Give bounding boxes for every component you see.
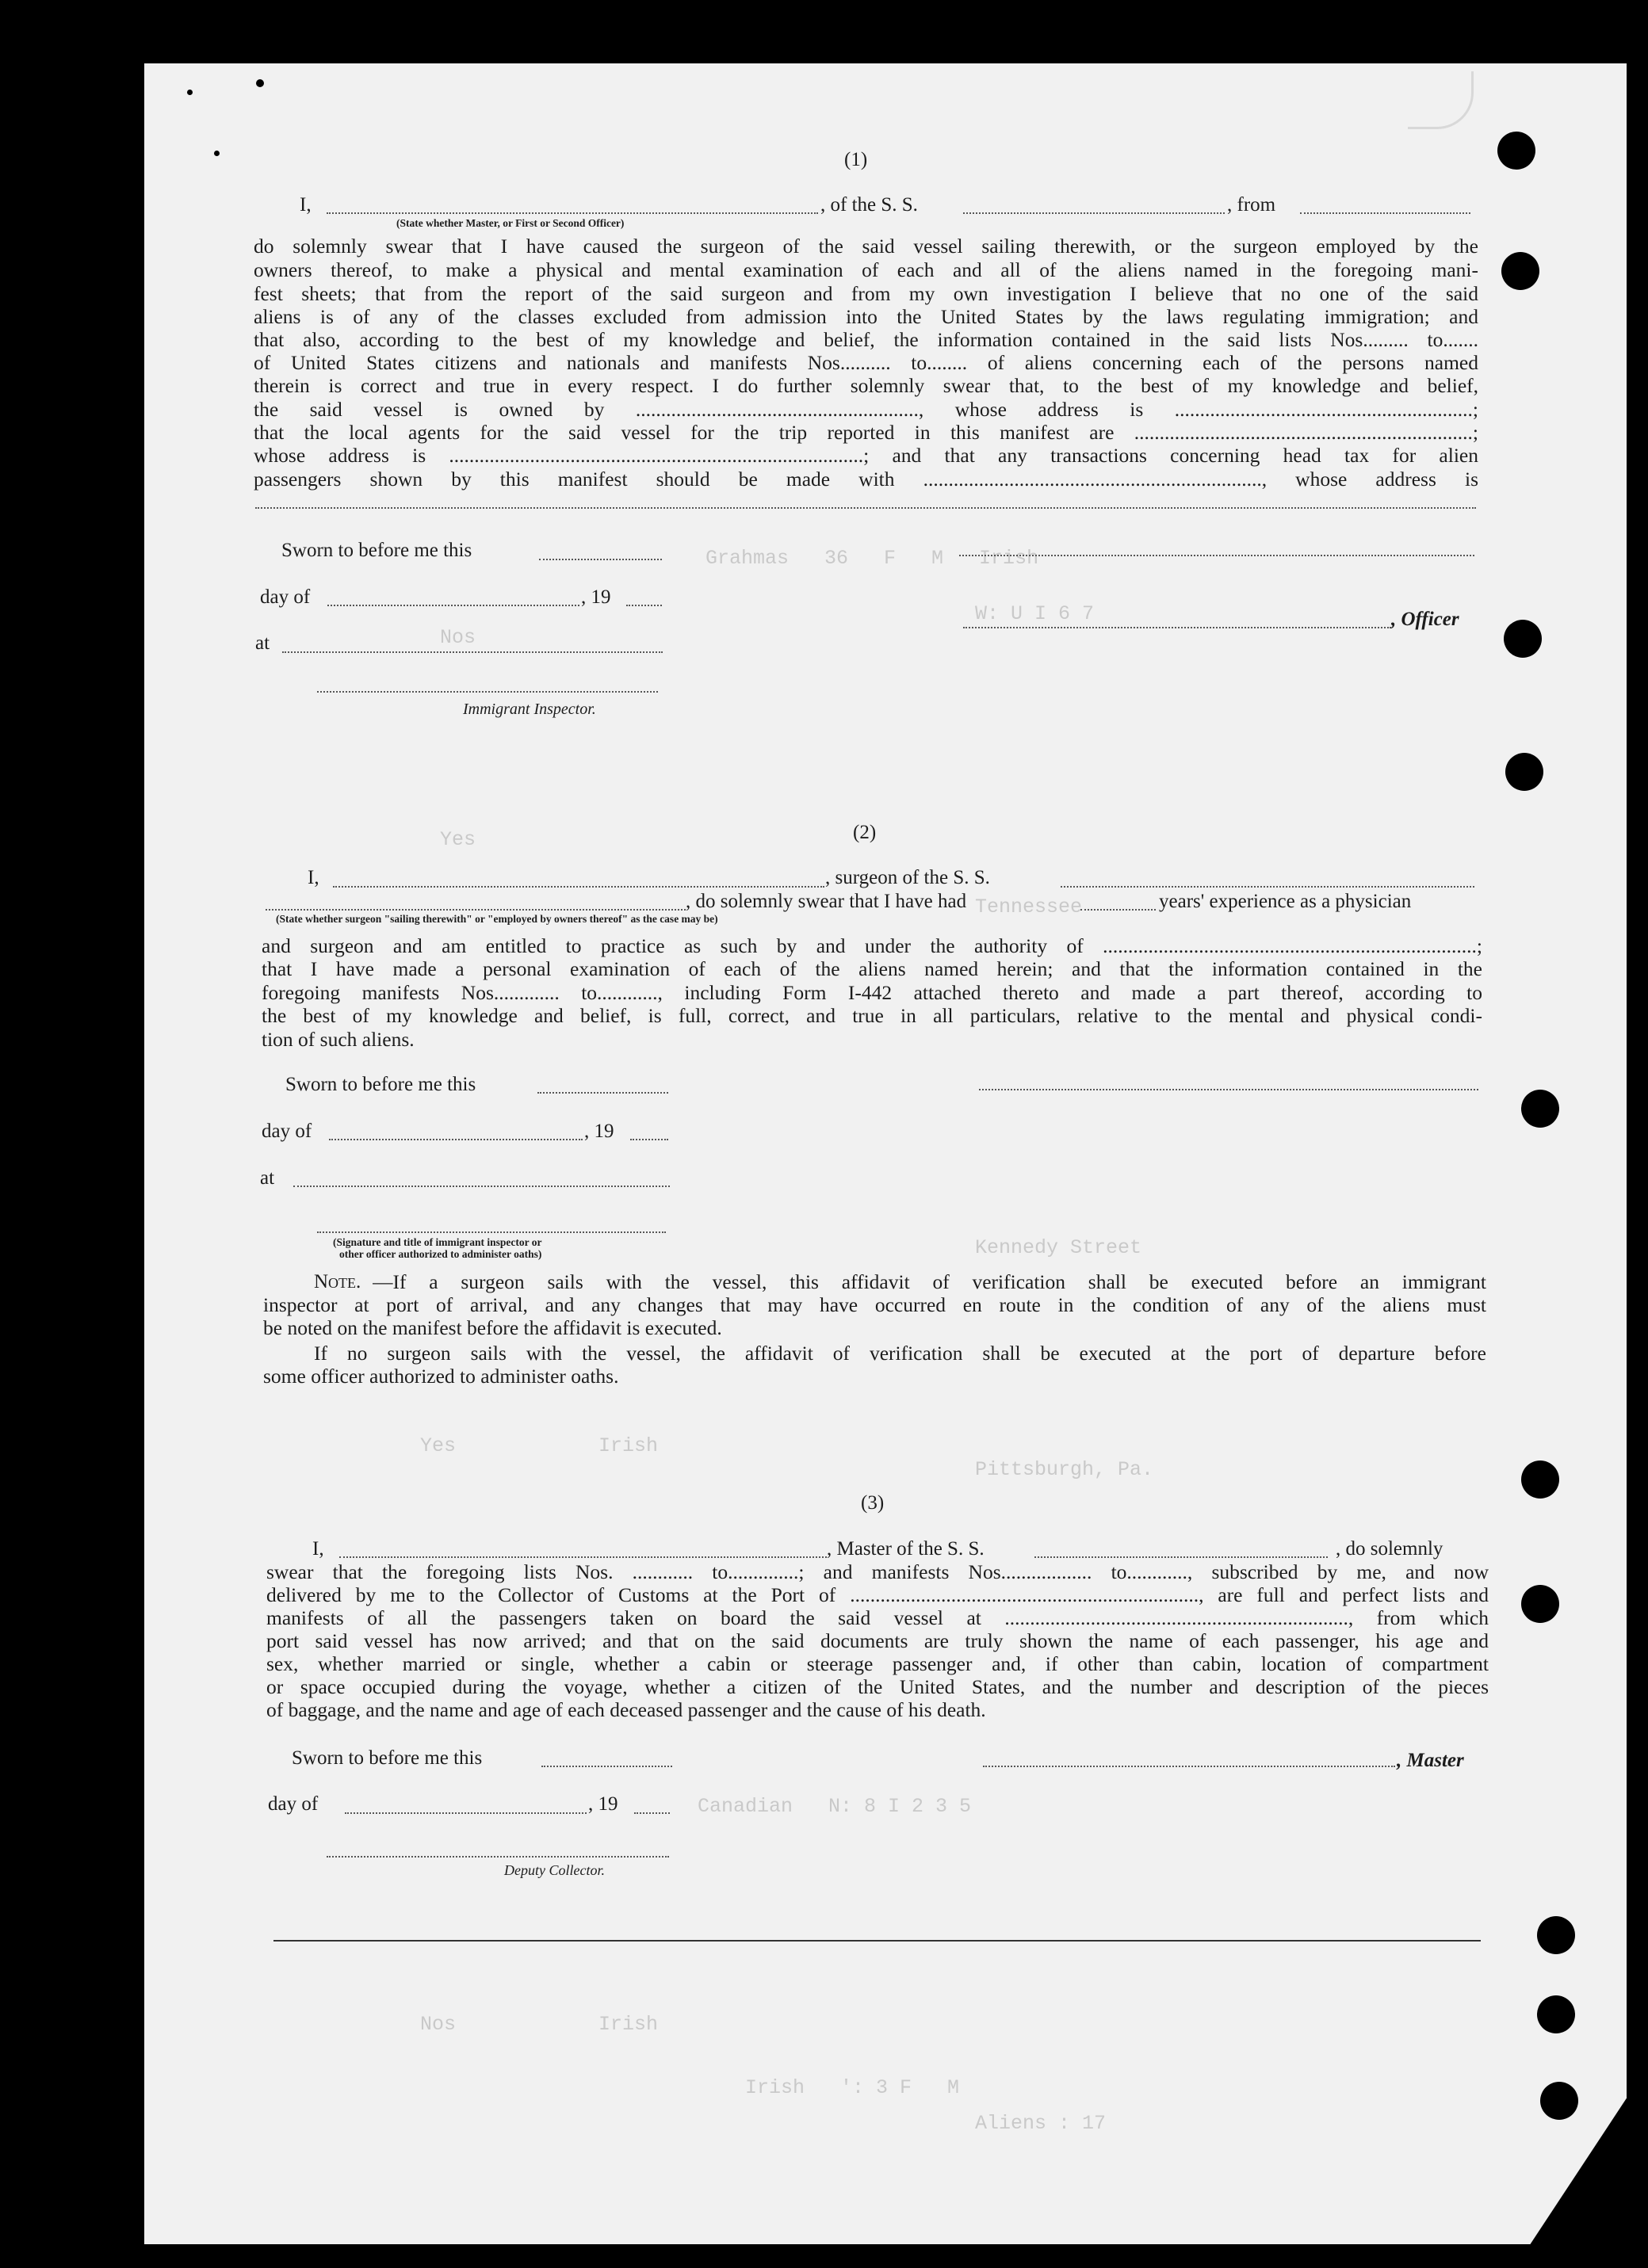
punch-hole: [1537, 1995, 1575, 2033]
collector-title: Deputy Collector.: [504, 1862, 605, 1878]
surgeon-signature-line: [979, 1089, 1478, 1090]
oath-i: I,: [312, 1538, 324, 1560]
officer-name-line: [327, 212, 818, 214]
sworn-label: Sworn to before me this: [285, 1074, 476, 1095]
master-name-line: [339, 1556, 827, 1558]
oath-text-line: manifests of all the passengers taken on board the said vessel at ...................................................................., from which: [266, 1606, 1489, 1629]
oath-text-line: owners thereof, to make a physical and mental examination of each and all of the aliens named in the foregoing mani-: [254, 258, 1478, 281]
note-text-line: be noted on the manifest before the affidavit is executed.: [263, 1316, 722, 1339]
punch-hole: [1540, 2082, 1578, 2120]
bottom-rule: [273, 1940, 1481, 1942]
collector-signature-line: [327, 1856, 669, 1858]
signature-note: (Signature and title of immigrant inspector or: [333, 1236, 542, 1248]
day-of-label: day of: [268, 1793, 319, 1815]
oath-text-line: of United States citizens and nationals and manifests Nos.......... to........ of aliens concerning each of the persons named: [254, 351, 1478, 374]
officer-title-line: [963, 627, 1391, 628]
do-solemnly-label: , do solemnly: [1336, 1538, 1443, 1560]
bleed-through-text: W: U I 6 7: [975, 602, 1095, 625]
oath-text-line: port said vessel has now arrived; and that on the said documents are truly shown the name of each passenger, his age and: [266, 1629, 1489, 1652]
bleed-through-text: Canadian N: 8 I 2 3 5: [698, 1795, 972, 1818]
inspector-signature-line: [317, 691, 658, 693]
oath-text-line: of baggage, and the name and age of each deceased passenger and the cause of his death.: [266, 1698, 986, 1721]
year-label: , 19: [584, 1121, 614, 1142]
oath-text-line: whose address is ..................................................................................; and that any transactions concerning head tax for alien: [254, 444, 1478, 467]
sworn-date-line: [539, 559, 662, 560]
oath-text-line: therein is correct and true in every respect. I do further solemnly swear that, to the best of my knowledge and belief,: [254, 374, 1478, 397]
year-line: [626, 605, 662, 606]
bleed-through-text: Nos Irish: [420, 2013, 659, 2036]
day-line: [329, 1139, 583, 1140]
note-text-line: inspector at port of arrival, and any changes that may have occurred en route in the condition of any of the aliens must: [263, 1293, 1486, 1316]
bleed-through-text: Grahmas 36 F M Irish: [705, 547, 1039, 570]
master-signature-line: [983, 1766, 1395, 1767]
punch-hole: [1505, 753, 1543, 791]
at-label: at: [260, 1167, 275, 1189]
officer-signature-line: [959, 555, 1474, 556]
oath-i: I,: [300, 194, 312, 216]
surgeon-name-line: [333, 886, 824, 888]
oath-text-line: aliens is of any of the classes excluded from admission into the United States by the laws regulating immigration; and: [254, 305, 1478, 328]
inspector-title: Immigrant Inspector.: [463, 701, 596, 718]
surgeon-type-line: [266, 909, 686, 911]
section-number: (3): [861, 1492, 885, 1514]
surgeon-type-note: (State whether surgeon "sailing therewith" or "employed by owners thereof" as the case may be): [276, 913, 718, 925]
note-text-line: —If a surgeon sails with the vessel, this affidavit of verification shall be executed before an immigrant: [373, 1270, 1486, 1293]
day-line: [327, 605, 579, 606]
oath-text-line: passengers shown by this manifest should be made with ..................................................................., whose address is: [254, 468, 1478, 491]
solemnly-swear-label: , do solemnly swear that I have had: [686, 891, 967, 912]
bleed-through-text: Yes: [440, 828, 476, 851]
year-label: , 19: [588, 1793, 618, 1815]
scan-speck: [187, 90, 193, 95]
vessel-name-line: [963, 212, 1225, 214]
oath-text-line: that I have made a personal examination of each of the aliens named herein; and that the information contained in the: [262, 957, 1482, 980]
oath-text-line: that the local agents for the said vessel for the trip reported in this manifest are ...................................................................;: [254, 421, 1478, 444]
vessel-name-line: [1061, 886, 1474, 888]
sworn-date-line: [537, 1092, 668, 1094]
scan-speck: [256, 79, 264, 87]
of-ss-label: , of the S. S.: [820, 194, 918, 216]
scan-speck: [214, 151, 220, 156]
bleed-through-text: Aliens : 17: [975, 2112, 1107, 2135]
oath-text-line: tion of such aliens.: [262, 1028, 415, 1051]
signature-note: other officer authorized to administer oaths): [339, 1248, 542, 1260]
bleed-through-text: Tennessee: [975, 895, 1083, 918]
experience-label: years' experience as a physician: [1159, 891, 1412, 912]
punch-hole: [1537, 1916, 1575, 1954]
years-experience-line: [1080, 909, 1156, 911]
oath-text-line: or space occupied during the voyage, whether a citizen of the United States, and the number and description of the pieces: [266, 1675, 1489, 1698]
day-of-label: day of: [262, 1121, 312, 1142]
note-text-line: If no surgeon sails with the vessel, the affidavit of verification shall be executed at the port of departure before: [314, 1342, 1486, 1365]
master-of-ss-label: , Master of the S. S.: [827, 1538, 985, 1560]
punch-hole: [1521, 1585, 1559, 1623]
officer-signature-line: [317, 1231, 666, 1233]
oath-text-line: that also, according to the best of my knowledge and belief, the information contained in the said lists Nos......... to.......: [254, 328, 1478, 351]
oath-text-line: sex, whether married or single, whether a cabin or steerage passenger and, if other than cabin, location of compartment: [266, 1652, 1489, 1675]
section-number: (2): [853, 822, 877, 843]
officer-label: , Officer: [1391, 609, 1459, 630]
bleed-through-text: Pittsburgh, Pa.: [975, 1458, 1154, 1481]
oath-text-line: delivered by me to the Collector of Customs at the Port of ....................................................................., are full and perfect lists and: [266, 1583, 1489, 1606]
address-line: [255, 507, 1476, 509]
bleed-through-text: Nos: [440, 626, 476, 649]
oath-text-line: swear that the foregoing lists Nos. ............ to..............; and manifests Nos.................. to............, subscribed by me, and now: [266, 1560, 1489, 1583]
from-label: , from: [1227, 194, 1276, 216]
oath-text-line: do solemnly swear that I have caused the surgeon of the said vessel sailing therewith, or the surgeon employed by the: [254, 235, 1478, 258]
oath-i: I,: [308, 867, 319, 888]
master-label: , Master: [1397, 1750, 1464, 1771]
note-text-line: some officer authorized to administer oaths.: [263, 1365, 619, 1388]
officer-rank-note: (State whether Master, or First or Second Officer): [396, 217, 625, 229]
from-port-line: [1300, 212, 1470, 214]
at-place-line: [282, 651, 663, 653]
sworn-label: Sworn to before me this: [281, 540, 472, 561]
sworn-label: Sworn to before me this: [292, 1747, 483, 1769]
oath-text-line: the best of my knowledge and belief, is full, correct, and true in all particulars, relative to the mental and physical condi-: [262, 1004, 1482, 1027]
day-of-label: day of: [260, 586, 311, 608]
punch-hole: [1521, 1460, 1559, 1499]
sworn-date-line: [541, 1766, 672, 1767]
oath-text-line: foregoing manifests Nos............. to............, including Form I-442 attached thereto and made a part thereof, according to: [262, 981, 1482, 1004]
bleed-through-text: Kennedy Street: [975, 1236, 1142, 1259]
at-label: at: [255, 632, 270, 654]
bleed-through-text: Irish ': 3 F M: [745, 2076, 960, 2099]
day-line: [345, 1812, 587, 1814]
surgeon-of-ss-label: , surgeon of the S. S.: [825, 867, 990, 888]
oath-text-line: fest sheets; that from the report of the said surgeon and from my own investigation I believe that no one of the said: [254, 282, 1478, 305]
note-label: Note.: [314, 1271, 361, 1292]
oath-text-line: and surgeon and am entitled to practice as such by and under the authority of ..........................................................................;: [262, 934, 1482, 957]
at-place-line: [293, 1186, 670, 1187]
punch-hole: [1501, 252, 1539, 290]
oath-text-line: the said vessel is owned by ........................................................, whose address is ...........................................................;: [254, 398, 1478, 421]
punch-hole: [1521, 1090, 1559, 1128]
section-number: (1): [844, 149, 868, 170]
vessel-name-line: [1034, 1556, 1328, 1558]
year-label: , 19: [581, 586, 611, 608]
year-line: [634, 1812, 670, 1814]
year-line: [630, 1139, 668, 1140]
punch-hole: [1504, 620, 1542, 658]
punch-hole: [1497, 132, 1535, 170]
bleed-through-text: Yes Irish: [420, 1434, 659, 1457]
